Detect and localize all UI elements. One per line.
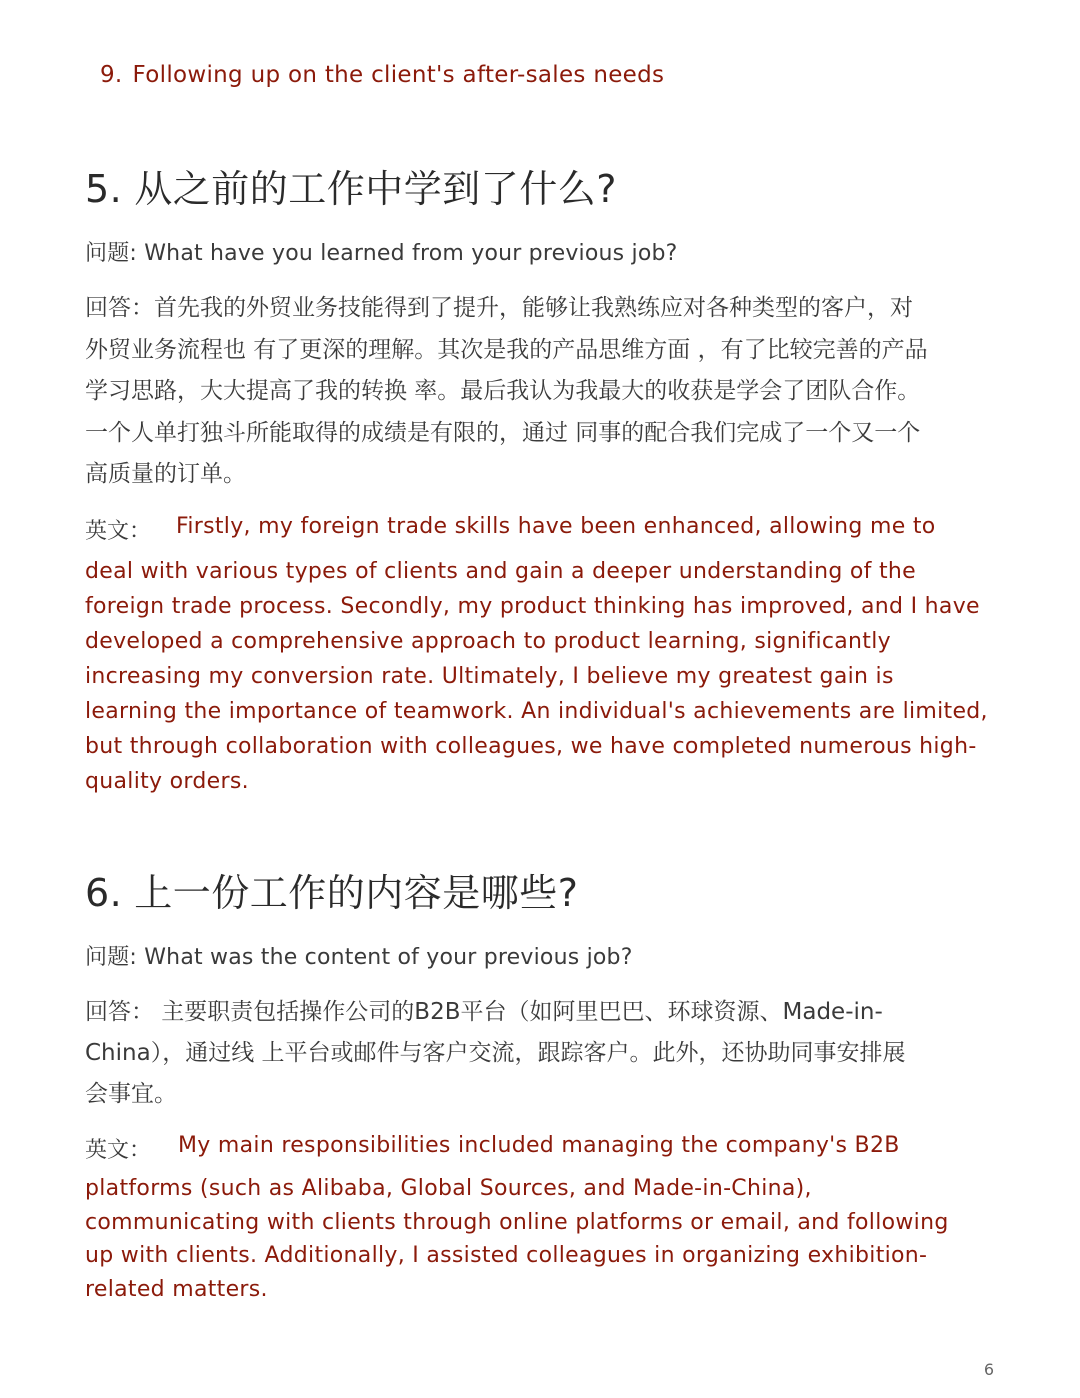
section-5-question-text: What have you learned from your previous job? <box>144 241 678 266</box>
list-item-text: Following up on the client's after-sales needs <box>132 62 665 88</box>
section-5-english-line: deal with various types of clients and gain a deeper understanding of the <box>85 559 917 584</box>
section-6-title: 上一份工作的内容是哪些? <box>134 871 579 915</box>
section-5-answer-line: 回答：首先我的外贸业务技能得到了提升，能够让我熟练应对各种类型的客户，对 <box>85 295 913 321</box>
section-5-english-line: learning the importance of teamwork. An individual's achievements are limited, <box>85 699 988 724</box>
section-6-english-line: up with clients. Additionally, I assisted colleagues in organizing exhibition- <box>85 1243 928 1268</box>
section-6-english-line: platforms (such as Alibaba, Global Sources, and Made-in-China), <box>85 1176 812 1201</box>
section-5-answer-line: 高质量的订单。 <box>85 461 246 487</box>
section-5-english-label: 英文： <box>85 519 152 544</box>
section-5-english-line: foreign trade process. Secondly, my product thinking has improved, and I have <box>85 594 980 619</box>
section-6-question-label: 问题: <box>85 945 138 970</box>
section-5-number: 5. <box>85 167 123 211</box>
section-6-answer-line: 回答： 主要职责包括操作公司的B2B平台（如阿里巴巴、环球资源、Made-in- <box>85 999 883 1025</box>
section-5-answer-line: 学习思路，大大提高了我的转换 率。最后我认为我最大的收获是学会了团队合作。 <box>85 378 921 404</box>
section-5-heading <box>85 158 617 213</box>
section-6-number: 6. <box>85 871 123 915</box>
section-5-answer-line: 一个人单打独斗所能取得的成绩是有限的，通过 同事的配合我们完成了一个又一个 <box>85 419 921 446</box>
section-5-english-body <box>85 559 1005 804</box>
section-6-english-body <box>85 1176 1005 1310</box>
section-6-answer <box>85 992 1005 1115</box>
section-5-english-first-line: Firstly, my foreign trade skills have been enhanced, allowing me to <box>176 514 936 539</box>
section-6-answer-line: China），通过线 上平台或邮件与客户交流，跟踪客户。此外，还协助同事安排展 <box>85 1040 906 1066</box>
section-6-heading <box>85 862 578 917</box>
list-item-after-sales <box>100 62 664 88</box>
section-5-title: 从之前的工作中学到了什么? <box>134 167 617 211</box>
section-6-english-first-line: My main responsibilities included managing the company's B2B <box>178 1133 900 1158</box>
section-6-english-line: communicating with clients through online platforms or email, and following <box>85 1209 949 1235</box>
section-5-answer-line: 外贸业务流程也 有了更深的理解。其次是我的产品思维方面 ，有了比较完善的产品 <box>85 336 928 363</box>
section-5-question-label: 问题: <box>85 241 138 266</box>
section-5-english-line: developed a comprehensive approach to product learning, significantly <box>85 629 891 654</box>
section-6-answer-line: 会事宜。 <box>85 1081 177 1107</box>
section-5-answer <box>85 288 1005 496</box>
list-item-number: 9. <box>100 62 123 88</box>
section-6-english-label: 英文： <box>85 1138 152 1163</box>
section-5-english-line: but through collaboration with colleagues, we have completed numerous high- <box>85 734 977 759</box>
section-6-question <box>85 940 633 971</box>
section-5-question <box>85 236 678 267</box>
section-6-question-text: What was the content of your previous job? <box>144 945 633 970</box>
section-5-english-line: quality orders. <box>85 769 249 794</box>
section-6-english-line: related matters. <box>85 1276 268 1302</box>
section-5-english-line: increasing my conversion rate. Ultimately, I believe my greatest gain is <box>85 664 894 689</box>
page-number: 6 <box>983 1360 994 1379</box>
